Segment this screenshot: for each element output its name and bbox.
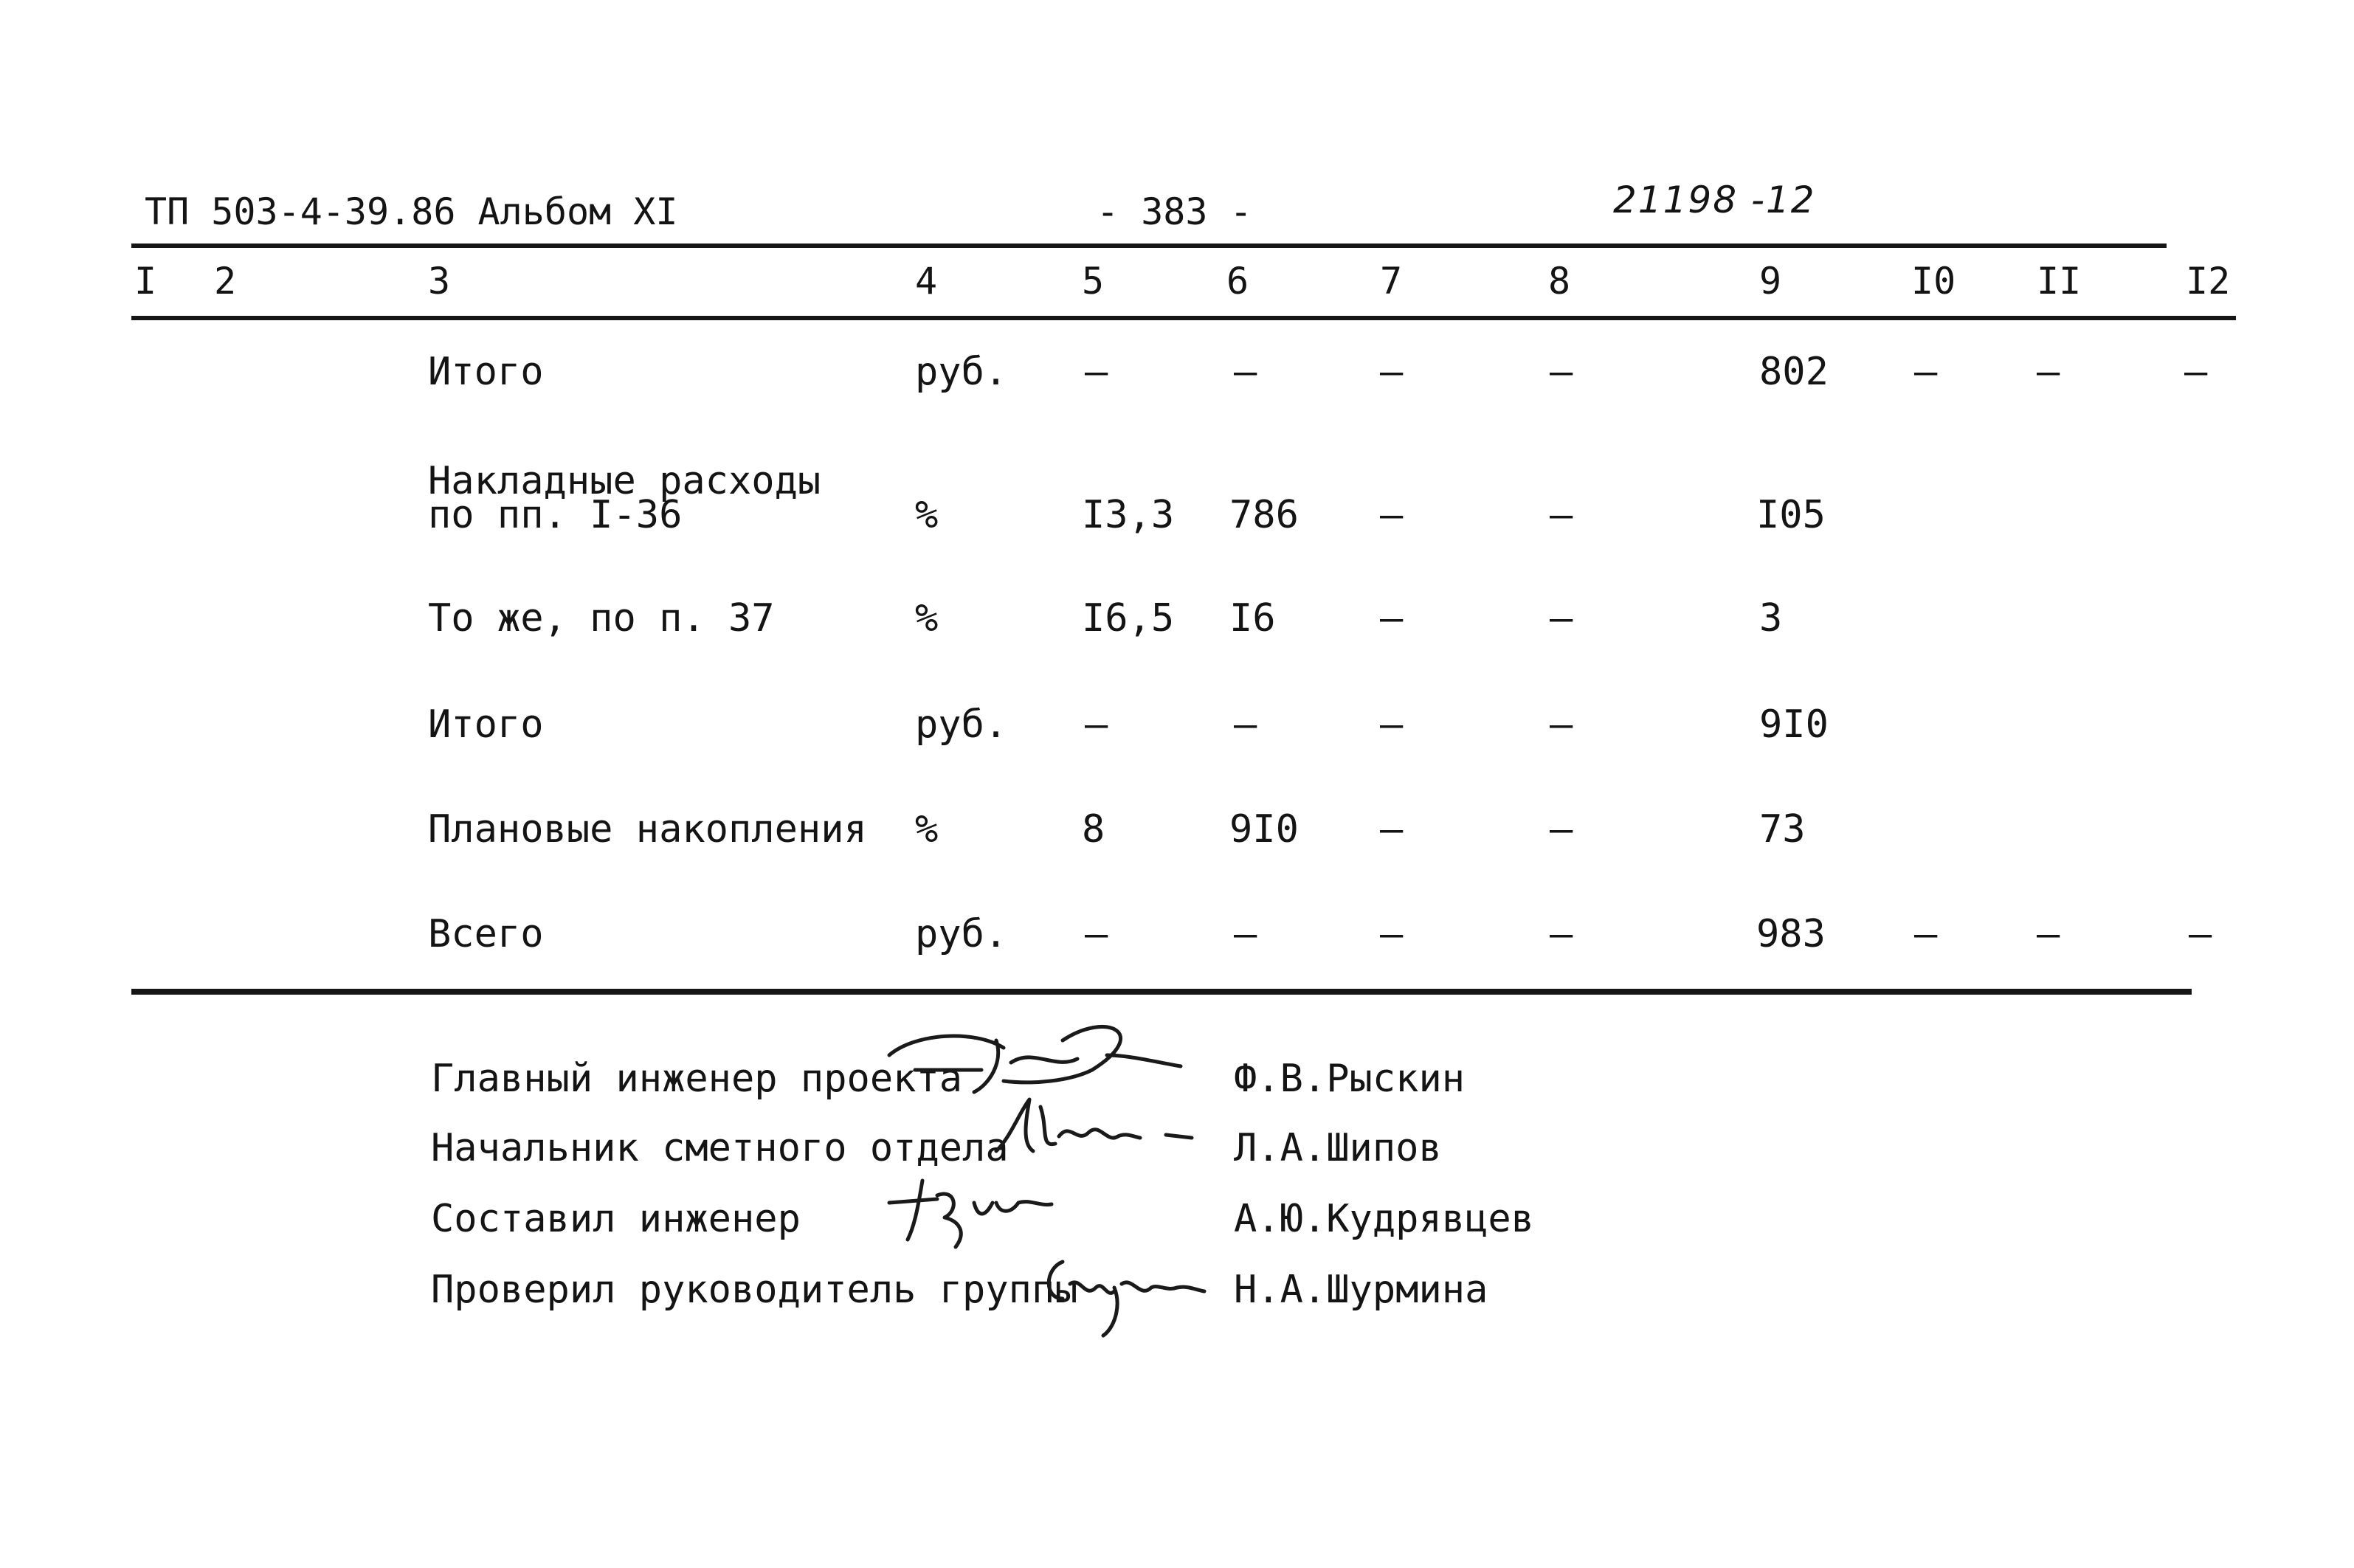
cell-col9: 73: [1759, 807, 1806, 852]
cell-col10: –: [1914, 350, 1938, 394]
signature-role: Составил инженер: [431, 1197, 801, 1241]
signature-name: Л.А.Шипов: [1234, 1126, 1442, 1170]
cell-col8: –: [1550, 702, 1573, 747]
column-number-1: I: [134, 260, 157, 303]
cell-col5: I3,3: [1082, 493, 1175, 537]
cell-col8: –: [1550, 596, 1573, 640]
column-number-10: I0: [1911, 260, 1956, 303]
cell-col7: –: [1380, 807, 1404, 852]
row-label: То же, по п. 37: [428, 596, 775, 640]
cell-col5: I6,5: [1082, 596, 1175, 640]
header-rule: [131, 244, 2167, 248]
cell-col10: –: [1914, 912, 1938, 956]
row-label: Итого: [428, 350, 544, 394]
cell-col7: –: [1380, 596, 1404, 640]
cell-col11: –: [2037, 350, 2060, 394]
cell-col5: 8: [1082, 807, 1105, 852]
cell-col5: –: [1085, 350, 1108, 394]
handwritten-signature-4: [1040, 1247, 1210, 1343]
cell-col6: –: [1234, 350, 1257, 394]
cell-col9: 9I0: [1759, 702, 1829, 747]
cell-col7: –: [1380, 912, 1404, 956]
row-unit: руб.: [915, 912, 1008, 956]
column-number-7: 7: [1380, 260, 1403, 303]
signature-name: Н.А.Шурмина: [1234, 1268, 1488, 1312]
page-number: - 383 -: [1097, 190, 1252, 233]
handwritten-signature-3: [886, 1173, 1077, 1254]
cell-col5: –: [1085, 702, 1108, 747]
column-number-6: 6: [1226, 260, 1249, 303]
row-label: Всего: [428, 912, 544, 956]
row-label-line2: по пп. I-36: [428, 493, 683, 537]
cell-col7: –: [1380, 702, 1404, 747]
cell-col5: –: [1085, 912, 1108, 956]
signature-role: Главный инженер проекта: [431, 1057, 963, 1101]
signature-name: Ф.В.Рыскин: [1234, 1057, 1466, 1101]
cell-col6: 786: [1229, 493, 1299, 537]
row-unit: %: [915, 596, 939, 640]
column-number-2: 2: [214, 260, 237, 303]
cell-col6: –: [1234, 912, 1257, 956]
cell-col6: 9I0: [1229, 807, 1299, 852]
row-label: Плановые накопления: [428, 807, 867, 852]
cell-col8: –: [1550, 350, 1573, 394]
cell-col6: –: [1234, 702, 1257, 747]
cell-col7: –: [1380, 350, 1404, 394]
cell-col8: –: [1550, 493, 1573, 537]
row-unit: %: [915, 493, 939, 537]
handwritten-signature-2: [989, 1092, 1210, 1166]
column-number-8: 8: [1548, 260, 1571, 303]
cell-col9: 983: [1756, 912, 1826, 956]
cell-col12: –: [2189, 912, 2212, 956]
cell-col11: –: [2037, 912, 2060, 956]
cell-col9: 802: [1759, 350, 1829, 394]
cell-col7: –: [1380, 493, 1404, 537]
row-unit: руб.: [915, 702, 1008, 747]
signature-name: А.Ю.Кудрявцев: [1234, 1197, 1534, 1241]
column-number-12: I2: [2186, 260, 2231, 303]
column-number-5: 5: [1082, 260, 1105, 303]
signature-role: Начальник сметного отдела: [431, 1126, 1009, 1170]
cell-col6: I6: [1229, 596, 1276, 640]
cell-col9: I05: [1756, 493, 1826, 537]
cell-col9: 3: [1759, 596, 1783, 640]
column-number-9: 9: [1759, 260, 1782, 303]
cell-col8: –: [1550, 807, 1573, 852]
row-unit: %: [915, 807, 939, 852]
column-number-11: II: [2037, 260, 2082, 303]
cell-col8: –: [1550, 912, 1573, 956]
column-header-rule: [131, 316, 2236, 320]
table-bottom-rule: [131, 989, 2192, 995]
row-unit: руб.: [915, 350, 1008, 394]
signature-role: Проверил руководитель группы: [431, 1268, 1078, 1312]
column-number-4: 4: [915, 260, 938, 303]
cell-col12: –: [2184, 350, 2208, 394]
handwritten-number: 21198 -12: [1613, 179, 1816, 221]
document-code: ТП 503-4-39.86 Альбом XI: [145, 190, 678, 233]
column-number-3: 3: [428, 260, 451, 303]
row-label-line1: Накладные расходы: [428, 459, 821, 503]
row-label: Итого: [428, 702, 544, 747]
